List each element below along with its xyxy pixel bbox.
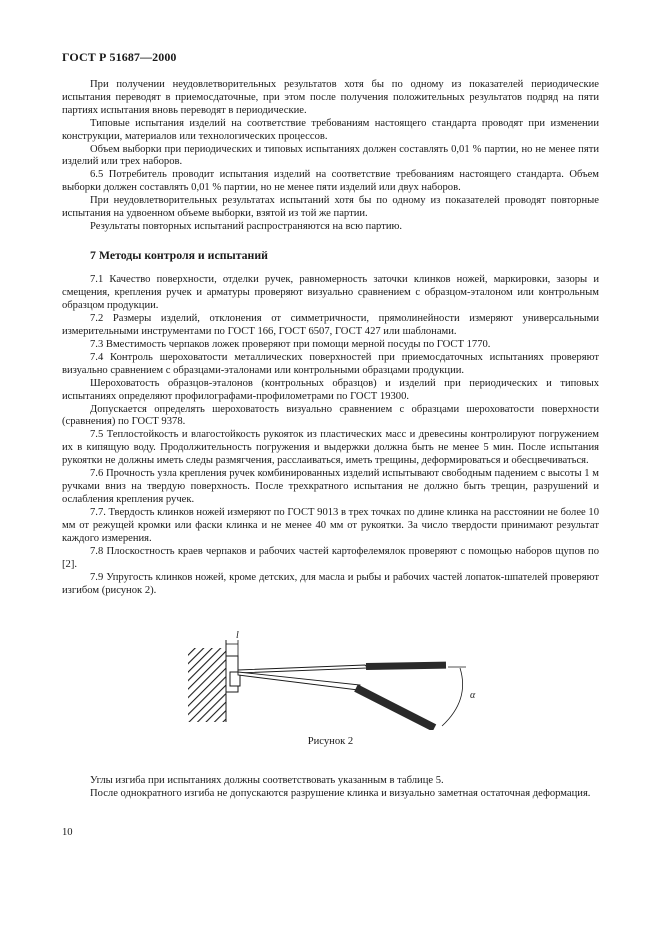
angle-alpha-label: α <box>470 690 476 701</box>
closing-text <box>62 775 599 801</box>
clamp-fixture <box>188 648 226 722</box>
knife-straight-blade <box>238 665 368 673</box>
paragraph: 7.4 Контроль шероховатости металлических поверхностей при приемосдаточных испытаниях проверяют визуально сравнением с образцами-эталонами или контрольными образцами продукции. <box>62 351 599 376</box>
paragraph: При неудовлетворительных результатах испытаний хотя бы по одному из показателей проводят повторные испытания на удвоенном объеме выборки, взятой из той же партии. <box>62 195 599 220</box>
paragraph: Типовые испытания изделий на соответствие требованиям настоящего стандарта проводят при изменении конструкции, материалов или технологических процессов. <box>62 117 599 142</box>
paragraph: После однократного изгиба не допускаются разрушение клинка и визуально заметная остаточная деформация. <box>90 787 591 799</box>
knife-bent-handle <box>354 684 436 730</box>
standard-header: ГОСТ Р 51687—2000 <box>62 50 177 64</box>
paragraph: 7.9 Упругость клинков ножей, кроме детских, для масла и рыбы и рабочих частей лопаток-шпателей проверяют изгибом (рисунок 2). <box>62 571 599 596</box>
paragraph: Результаты повторных испытаний распространяются на всю партию. <box>90 220 403 232</box>
section-7-text <box>62 274 599 598</box>
paragraph: 7.6 Прочность узла крепления ручек комбинированных изделий испытывают свободным падением с высоты 1 м ручками вниз на твердую поверхность. После трехкратного испытания не должно быть трещин, разрушений и ослабления крепления ручек. <box>62 468 599 506</box>
paragraph: 7.5 Теплостойкость и влагостойкость рукояток из пластических масс и древесины контролируют погружением их в кипящую воду. Продолжительность погружения и выдержки должна быть не менее 5 мин. После испытания рукоятки не должны иметь следы размягчения, расслаиваться, иметь трещины, деформироваться и обесцвечиваться. <box>62 429 599 467</box>
paragraph: Объем выборки при периодических и типовых испытаниях должен составлять 0,01 % партии, но не менее пяти изделий или трех наборов. <box>62 143 599 168</box>
figure-caption: Рисунок 2 <box>307 736 354 747</box>
paragraph: Допускается определять шероховатость визуально сравнением с образцами шероховатости поверхности (сравнения) по ГОСТ 9378. <box>62 403 599 428</box>
paragraph: Шероховатость образцов-эталонов (контрольных образцов) и изделий при периодических и типовых испытаниях определяют профилографами-профилометрами по ГОСТ 19300. <box>62 377 599 402</box>
paragraph: 7.1 Качество поверхности, отделки ручек, равномерность заточки клинков ножей, маркировки, зазоры и смещения, крепления ручек и арматуры проверяют визуально сравнением с образцом-эталоном или контрольным образцом продукции. <box>62 274 599 311</box>
knife-straight-handle <box>366 662 446 670</box>
bending-test-figure <box>180 620 480 730</box>
paragraph: При получении неудовлетворительных результатов хотя бы по одному из показателей периодические испытания переводят в приемосдаточные, при этом после получения положительных результатов подряд на пяти партиях испытания вновь переводят в периодические. <box>62 79 599 116</box>
paragraph: 7.8 Плоскостность краев черпаков и рабочих частей картофелемялок проверяют с помощью наборов щупов по [2]. <box>62 546 599 570</box>
angle-arc <box>442 668 463 726</box>
paragraph: Углы изгиба при испытаниях должны соответствовать указанным в таблице 5. <box>90 775 444 786</box>
paragraph: 7.2 Размеры изделий, отклонения от симметричности, прямолинейности измеряют универсальными измерительными инструментами по ГОСТ 166, ГОСТ 6507, ГОСТ 427 или шаблонами. <box>62 312 599 337</box>
section-6-text <box>62 79 599 234</box>
dimension-l-label: l <box>236 630 239 641</box>
section-heading: 7 Методы контроля и испытаний <box>90 248 268 262</box>
paragraph: 6.5 Потребитель проводит испытания изделий на соответствие требованиям настоящего стандарта. Объем выборки должен составлять 0,01 % партии, но не менее пяти изделий или двух наборов. <box>62 169 599 194</box>
knife-bent-blade <box>238 672 360 690</box>
paragraph: 7.3 Вместимость черпаков ложек проверяют при помощи мерной посуды по ГОСТ 1770. <box>90 338 491 350</box>
paragraph: 7.7. Твердость клинков ножей измеряют по ГОСТ 9013 в трех точках по длине клинка на расстоянии не более 10 мм от режущей кромки или фаски клинка и не менее 40 мм от рукоятки. За число твердости принимают результат каждого измерения. <box>62 507 599 545</box>
page-number: 10 <box>62 827 73 838</box>
